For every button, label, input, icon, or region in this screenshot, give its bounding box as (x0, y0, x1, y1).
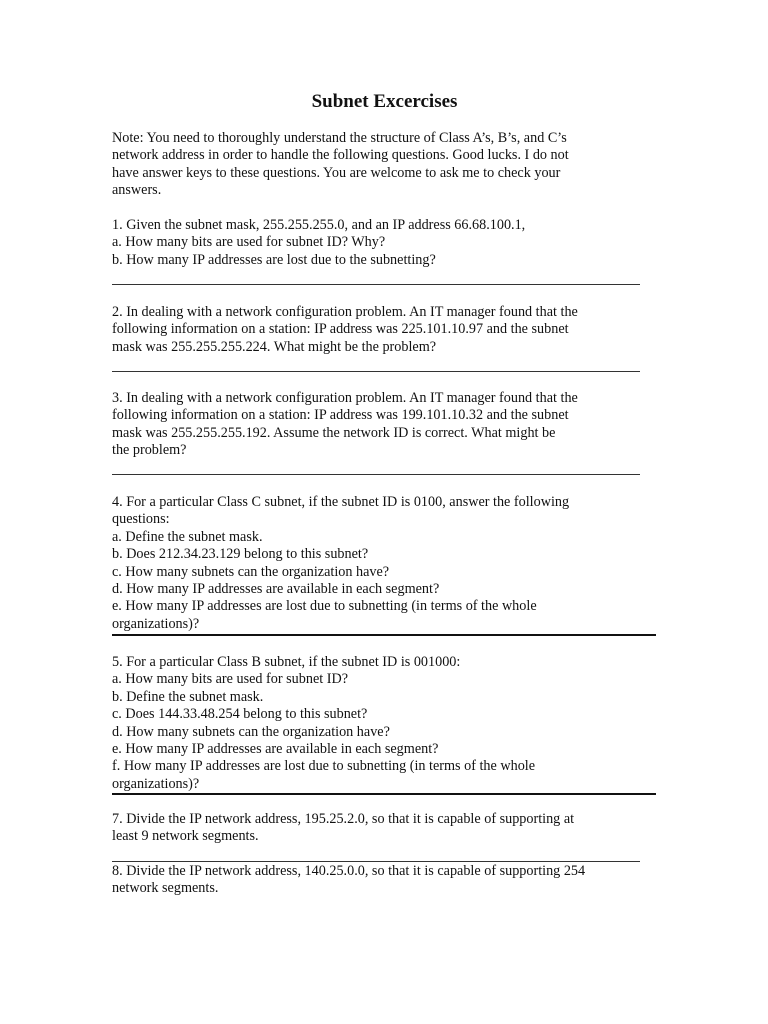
question-1-line: a. How many bits are used for subnet ID? Why? (112, 234, 386, 251)
question-3-line: mask was 255.255.255.192. Assume the network ID is correct. What might be (112, 424, 556, 441)
question-4-line: a. Define the subnet mask. (112, 528, 263, 545)
question-4-line: c. How many subnets can the organization have? (112, 563, 390, 580)
answer-rule (112, 474, 640, 475)
question-3-line: 3. In dealing with a network configuration problem. An IT manager found that the (112, 390, 578, 406)
question-4-line: organizations)? (112, 615, 200, 632)
question-3-line: following information on a station: IP address was 199.101.10.32 and the subnet (112, 407, 569, 424)
question-5-line: e. How many IP addresses are available in each segment? (112, 741, 439, 758)
question-3 (112, 390, 657, 460)
question-5-line: organizations)? (112, 775, 200, 792)
answer-rule (112, 371, 640, 372)
question-4-line: b. Does 212.34.23.129 belong to this subnet? (112, 546, 369, 563)
answer-rule (112, 284, 640, 285)
note-line: answers. (112, 182, 162, 199)
question-2-line: mask was 255.255.255.224. What might be the problem? (112, 338, 437, 355)
question-8 (112, 863, 657, 898)
answer-rule (112, 634, 656, 636)
question-7-line: 7. Divide the IP network address, 195.25.2.0, so that it is capable of supporting at (112, 811, 575, 827)
question-4-line: questions: (112, 511, 170, 528)
question-1-line: 1. Given the subnet mask, 255.255.255.0, and an IP address 66.68.100.1, (112, 217, 526, 233)
question-5-line: b. Define the subnet mask. (112, 688, 264, 705)
question-1-line: b. How many IP addresses are lost due to the subnetting? (112, 251, 436, 268)
note-line: network address in order to handle the following questions. Good lucks. I do not (112, 147, 569, 164)
question-8-line: network segments. (112, 880, 219, 897)
question-5-line: 5. For a particular Class B subnet, if the subnet ID is 001000: (112, 654, 461, 670)
question-7 (112, 811, 657, 846)
document-title: Subnet Excercises (311, 91, 458, 112)
question-7-line: least 9 network segments. (112, 828, 259, 845)
question-5-line: c. Does 144.33.48.254 belong to this subnet? (112, 706, 368, 723)
question-2-line: following information on a station: IP address was 225.101.10.97 and the subnet (112, 321, 569, 338)
question-3-line: the problem? (112, 442, 187, 459)
question-5-line: d. How many subnets can the organization have? (112, 723, 390, 740)
question-5-line: f. How many IP addresses are lost due to subnetting (in terms of the whole (112, 758, 536, 775)
question-4-line: d. How many IP addresses are available in each segment? (112, 581, 440, 598)
question-1 (112, 217, 657, 269)
note-line: Note: You need to thoroughly understand the structure of Class A’s, B’s, and C’s (112, 130, 567, 146)
question-2 (112, 304, 657, 356)
question-8-line: 8. Divide the IP network address, 140.25.0.0, so that it is capable of supporting 254 (112, 863, 586, 879)
question-2-line: 2. In dealing with a network configuration problem. An IT manager found that the (112, 304, 578, 320)
note-line: have answer keys to these questions. You are welcome to ask me to check your (112, 164, 561, 181)
question-4-line: 4. For a particular Class C subnet, if the subnet ID is 0100, answer the following (112, 494, 570, 510)
question-4 (112, 494, 657, 633)
question-5 (112, 654, 657, 793)
note-paragraph (112, 130, 657, 200)
answer-rule (112, 793, 656, 795)
question-4-line: e. How many IP addresses are lost due to subnetting (in terms of the whole (112, 598, 537, 615)
question-5-line: a. How many bits are used for subnet ID? (112, 671, 348, 688)
answer-rule (112, 861, 640, 862)
